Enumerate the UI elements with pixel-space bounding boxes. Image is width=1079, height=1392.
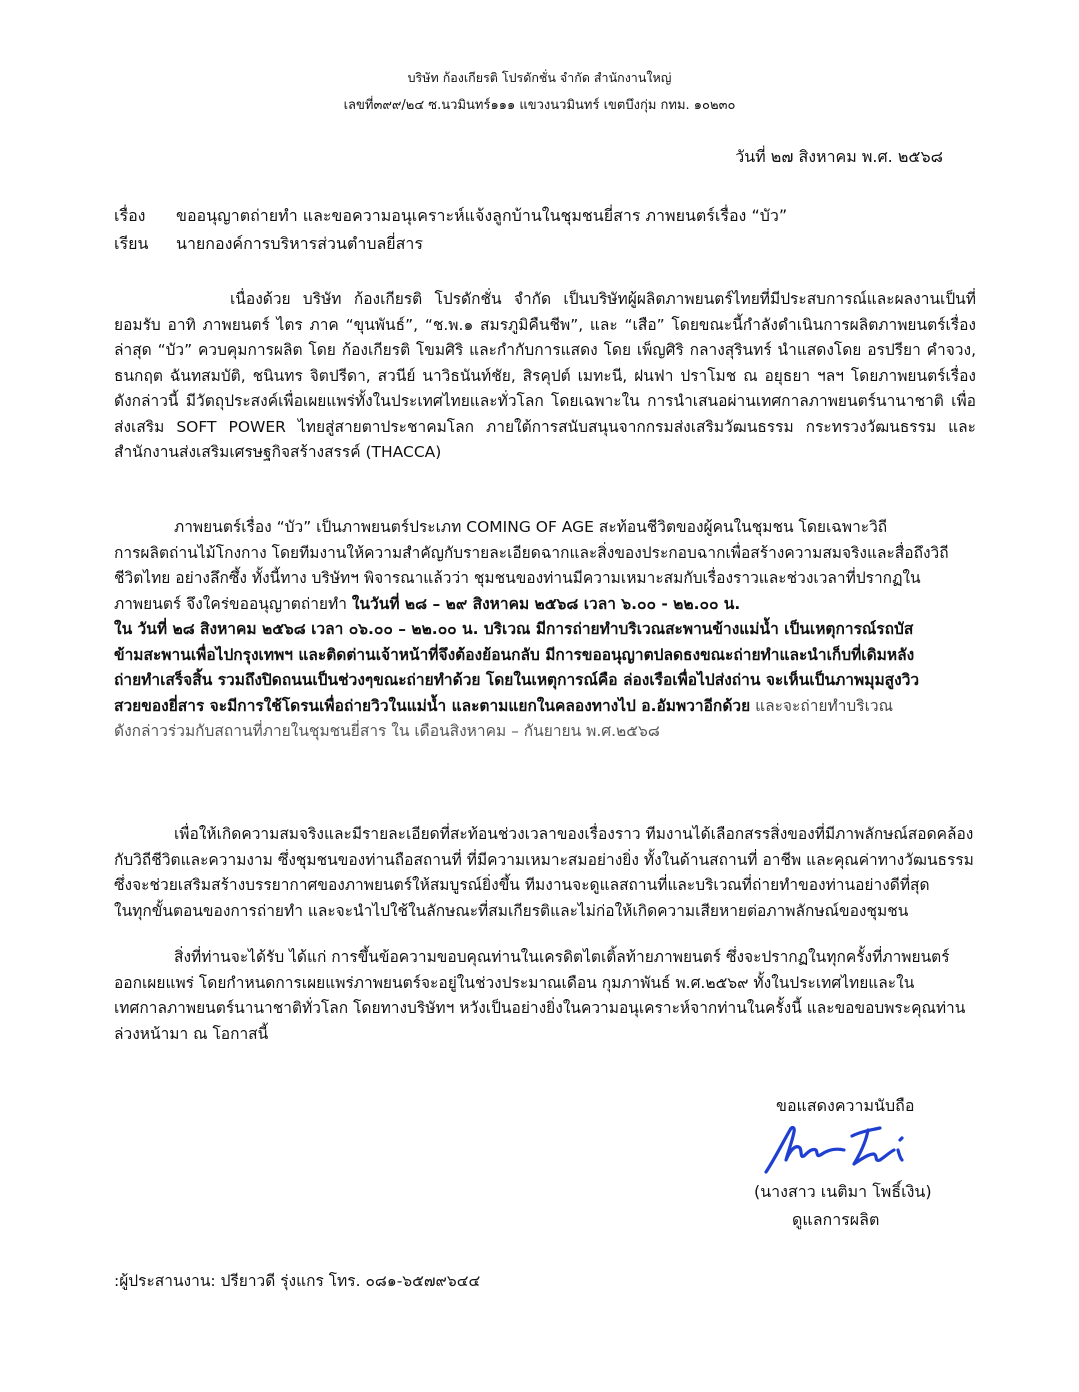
paragraph-filming-request: [114, 515, 976, 745]
letterhead-address: เลขที่๓๙๙/๒๔ ซ.นวมินทร์๑๑๑ แขวงนวมินทร์ เขตบึงกุ่ม กทม. ๑๐๒๓๐: [343, 98, 736, 113]
footer-coordinator: :ผู้ประสานงาน: ปรียาวดี รุ่งแกร โทร. ๐๘๑-๖๕๗๙๖๔๔: [114, 1272, 481, 1290]
recipient-row: [114, 232, 423, 257]
paragraph-line: ล่าสุด “บัว” ควบคุมการผลิต โดย ก้องเกียรติ โขมศิริ และกำกับการแสดง โดย เพ็ญศิริ กลางสุรินทร์ นำแสดงโดย อรปรียา คำจวง,: [114, 341, 976, 359]
paragraph-line: ในทุกขั้นตอนของการถ่ายทำ และจะนำไปใช้ในลักษณะที่สมเกียรติและไม่ก่อให้เกิดความเสียหายต่อภาพลักษณ์ของชุมชน: [114, 901, 909, 920]
paragraph-line: สิ่งที่ท่านจะได้รับ ได้แก่ การขึ้นข้อความขอบคุณท่านในเครดิตไตเติ้ลท้ายภาพยนตร์ ซึ่งจะปรากฏในทุกครั้งที่ภาพยนตร์: [174, 948, 950, 966]
request-dates: ในวันที่ ๒๘ – ๒๙ สิงหาคม ๒๕๖๘ เวลา ๖.๐๐ - ๒๒.๐๐ น.: [351, 594, 741, 613]
paragraph-line: ล่วงหน้ามา ณ โอกาสนี้: [114, 1024, 269, 1043]
signer-position: ดูแลการผลิต: [792, 1210, 880, 1229]
recipient-text: นายกองค์การบริหารส่วนตำบลยี่สาร: [176, 234, 423, 253]
subject-text: ขออนุญาตถ่ายทำ และขอความอนุเคราะห์แจ้งลูกบ้านในชุมชนยี่สาร ภาพยนตร์เรื่อง “บัว”: [176, 206, 788, 225]
paragraph-line: เพื่อให้เกิดความสมจริงและมีรายละเอียดที่สะท้อนช่วงเวลาของเรื่องราว ทีมงานได้เลือกสรรสิ่งของที่มีภาพลักษณ์สอดคล้อง: [174, 825, 974, 843]
paragraph-line: ดังกล่าวนี้ มีวัตถุประสงค์เพื่อเผยแพร่ทั้งในประเทศไทยและทั่วโลก โดยเฉพาะใน การนำเสนอผ่านเทศกาลภาพยนตร์นานาชาติ เพื่อ: [114, 392, 976, 410]
schedule-line: ข้ามสะพานเพื่อไปกรุงเทพฯ และติดต่านเจ้าหน้าที่จึงต้องย้อนกลับ มีการขออนุญาตปลดธงขณะถ่ายทำและนำเก็บที่เดิมหลัง: [114, 645, 915, 664]
paragraph-line: ธนกฤต ฉันทสมบัติ, ชนินทร จิตปรีดา, สวนีย์ นาวิธนันท์ชัย, สิรคุปต์ เมทะนี, ฝนฟา ปราโมช ณ อยุธยา ฯลฯ โดยภาพยนตร์เรื่อง: [114, 366, 976, 385]
recipient-label: เรียน: [114, 234, 149, 253]
paragraph-line: เนื่องด้วย บริษัท ก้องเกียรติ โปรดักชั่น จำกัด เป็นบริษัทผู้ผลิตภาพยนตร์ไทยที่มีประสบการณ์และผลงานเป็นที่: [230, 290, 976, 308]
request-prefix: ภาพยนตร์ จึงใคร่ขออนุญาตถ่ายทำ: [114, 594, 352, 613]
paragraph-line: เทศกาลภาพยนตร์นานาชาติทั่วโลก โดยทางบริษัทฯ หวังเป็นอย่างยิ่งในความอนุเคราะห์จากท่านในครั้งนี้ และขอขอบพระคุณท่าน: [114, 999, 966, 1017]
subject-label: เรื่อง: [114, 206, 146, 225]
request-line: [114, 592, 976, 618]
paragraph-line: ยอมรับ อาทิ ภาพยนตร์ ไตร ภาค “ขุนพันธ์”, “ช.พ.๑ สมรภูมิคืนชีพ”, และ “เสือ” โดยขณะนี้กำลังดำเนินการผลิตภาพยนตร์เรื่อง: [114, 315, 976, 334]
closing-salutation: ขอแสดงความนับถือ: [776, 1096, 915, 1115]
paragraph-benefits: [114, 945, 976, 1047]
paragraph-line: ชีวิตไทย อย่างลึกซึ้ง ทั้งนี้ทาง บริษัทฯ พิจารณาแล้วว่า ชุมชนของท่านมีความเหมาะสมกับเรื่องราวและช่วงเวลาที่ปรากฏใน: [114, 569, 921, 587]
letter-date: วันที่ ๒๗ สิงหาคม พ.ศ. ๒๕๖๘: [735, 147, 943, 166]
paragraph-line: ส่งเสริม SOFT POWER ไทยสู่สายตาประชาคมโลก ภายใต้การสนับสนุนจากกรมส่งเสริมวัฒนธรรม กระทรวงวัฒนธรรม และ: [114, 417, 976, 436]
schedule-normal-part: และจะถ่ายทำบริเวณ: [750, 696, 893, 715]
paragraph-line: กับวิถีชีวิตและความงาม ซึ่งชุมชนของท่านถือสถานที่ ที่มีความเหมาะสมอย่างยิ่ง ทั้งในด้านสถานที่ อาชีพ และคุณค่าทางวัฒนธรรม: [114, 850, 974, 869]
schedule-line: ใน วันที่ ๒๘ สิงหาคม ๒๕๖๘ เวลา ๐๖.๐๐ – ๒๒.๐๐ น. บริเวณ มีการถ่ายทำบริเวณสะพานข้างแม่น้ำ เป็นเหตุการณ์รถบัส: [114, 620, 914, 638]
paragraph-intro: [114, 287, 976, 466]
paragraph-community: [114, 822, 976, 924]
schedule-line: ถ่ายทำเสร็จสิ้น รวมถึงปิดถนนเป็นช่วงๆขณะถ่ายทำด้วย โดยในเหตุการณ์คือ ล่องเรือเพื่อไปส่งถ่าน จะเห็นเป็นภาพมุมสูงวิว: [114, 671, 920, 689]
signature-image: [760, 1120, 910, 1178]
paragraph-line: การผลิตถ่านไม้โกงกาง โดยทีมงานให้ความสำคัญกับรายละเอียดฉากและสิ่งของประกอบฉากเพื่อสร้างความสมจริงและสื่อถึงวิถี: [114, 543, 949, 562]
schedule-mixed-line: [114, 694, 976, 720]
subject-row: [114, 204, 787, 229]
schedule-bold-part: สวยของยี่สาร จะมีการใช้โดรนเพื่อถ่ายวิวในแม่น้ำ และตามแยกในคลองทางไป อ.อัมพวาอีกด้วย: [114, 696, 751, 715]
paragraph-line: สำนักงานส่งเสริมเศรษฐกิจสร้างสรรค์ (THACCA): [114, 443, 442, 461]
paragraph-line: ออกเผยแพร่ โดยกำหนดการเผยแพร่ภาพยนตร์จะอยู่ในช่วงประมาณเดือน กุมภาพันธ์ พ.ศ.๒๕๖๙ ทั้งในประเทศไทยและใน: [114, 973, 915, 992]
paragraph-line: ภาพยนตร์เรื่อง “บัว” เป็นภาพยนตร์ประเภท COMING OF AGE สะท้อนชีวิตของผู้คนในชุมชน โดยเฉพาะวิถี: [174, 518, 888, 536]
signer-name: (นางสาว เนติมา โพธิ์เงิน): [754, 1182, 932, 1201]
schedule-last-line: ดังกล่าวร่วมกับสถานที่ภายในชุมชนยี่สาร ใน เดือนสิงหาคม – กันยายน พ.ศ.๒๕๖๘: [114, 722, 660, 740]
paragraph-line: ซึ่งจะช่วยเสริมสร้างบรรยากาศของภาพยนตร์ให้สมบูรณ์ยิ่งขึ้น ทีมงานจะดูแลสถานที่และบริเวณที่ถ่ายทำของท่านอย่างดีที่สุด: [114, 876, 930, 894]
letterhead-company: บริษัท ก้องเกียรติ โปรดักชั่น จำกัด สำนักงานใหญ่: [407, 70, 672, 85]
